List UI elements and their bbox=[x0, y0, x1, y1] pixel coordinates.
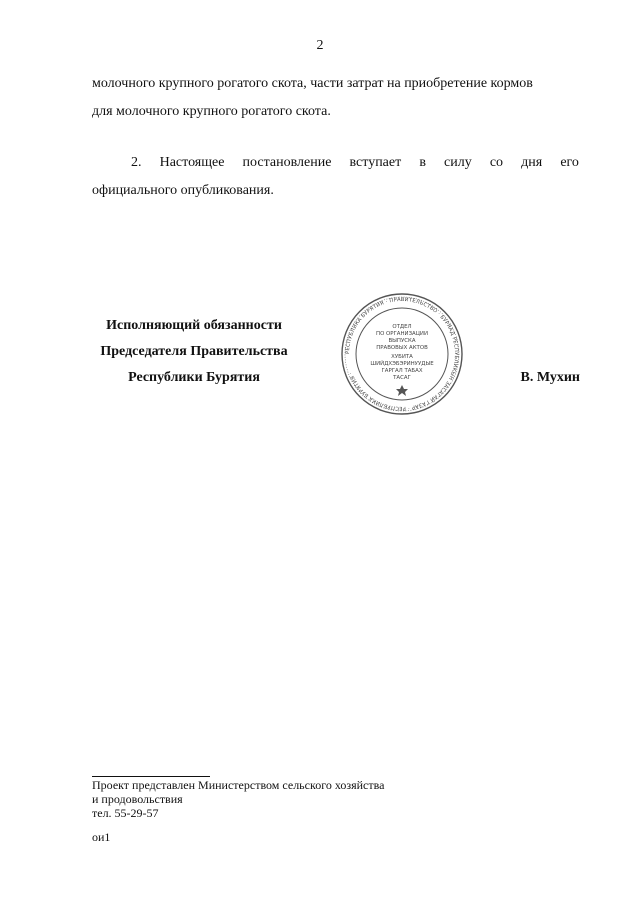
stamp-inner-text: ХУБИТА bbox=[391, 354, 413, 360]
footer-line-3: тел. 55-29-57 bbox=[92, 806, 159, 820]
paragraph-1-line-2: для молочного крупного рогатого скота. bbox=[92, 104, 331, 119]
paragraph-2-word: в bbox=[419, 155, 426, 170]
footer-code: ои1 bbox=[92, 830, 111, 844]
signatory-name: В. Мухин bbox=[520, 370, 580, 385]
signatory-title-line-1: Исполняющий обязанности bbox=[106, 318, 282, 333]
paragraph-2-word: силу bbox=[444, 155, 472, 170]
paragraph-2-word: его bbox=[560, 155, 579, 170]
paragraph-2-word: со bbox=[489, 155, 504, 170]
official-stamp bbox=[340, 292, 464, 416]
paragraph-2-word: постановление bbox=[242, 155, 332, 170]
footer-line-2: и продовольствия bbox=[92, 792, 183, 806]
signatory-title-line-2: Председателя Правительства bbox=[100, 344, 288, 359]
paragraph-2-line-1 bbox=[131, 149, 579, 177]
footnote-rule bbox=[92, 776, 210, 777]
stamp-inner-text: ГАРГАЛ ТАБАХ bbox=[381, 368, 423, 374]
stamp-outer-text: РЕСПУБЛИКА БУРЯТИЯ · ПРАВИТЕЛЬСТВО · БУРЯАД РЕСПУБЛИКЫН ЗАСАГАЙ ГАЗАР · РЕСПУБЛИКА БУРЯТИЯ · bbox=[344, 296, 460, 412]
paragraph-2-word: Настоящее bbox=[159, 155, 225, 170]
stamp-inner-text: ШИЙДХЭБЭРИНУУДЫЕ bbox=[370, 361, 434, 367]
page-number: 2 bbox=[316, 38, 324, 53]
footer-line-1: Проект представлен Министерством сельского хозяйства bbox=[92, 778, 385, 792]
paragraph-2-word: дня bbox=[521, 155, 543, 170]
paragraph-2-line-2: официального опубликования. bbox=[92, 183, 274, 198]
stamp-star-icon bbox=[396, 385, 408, 396]
paragraph-2-word: 2. bbox=[131, 155, 142, 170]
paragraph-2-word: вступает bbox=[349, 155, 402, 170]
stamp-inner-text: ТАСАГ bbox=[393, 375, 411, 381]
stamp-inner-text: ВЫПУСКА bbox=[388, 338, 416, 344]
stamp-inner-text: ОТДЕЛ bbox=[392, 324, 412, 330]
stamp-inner-text: ПРАВОВЫХ АКТОВ bbox=[376, 345, 428, 351]
signatory-title-line-3: Республики Бурятия bbox=[128, 370, 260, 385]
stamp-inner-text: ПО ОРГАНИЗАЦИИ bbox=[376, 331, 428, 337]
paragraph-1-line-1: молочного крупного рогатого скота, части затрат на приобретение кормов bbox=[92, 76, 533, 91]
